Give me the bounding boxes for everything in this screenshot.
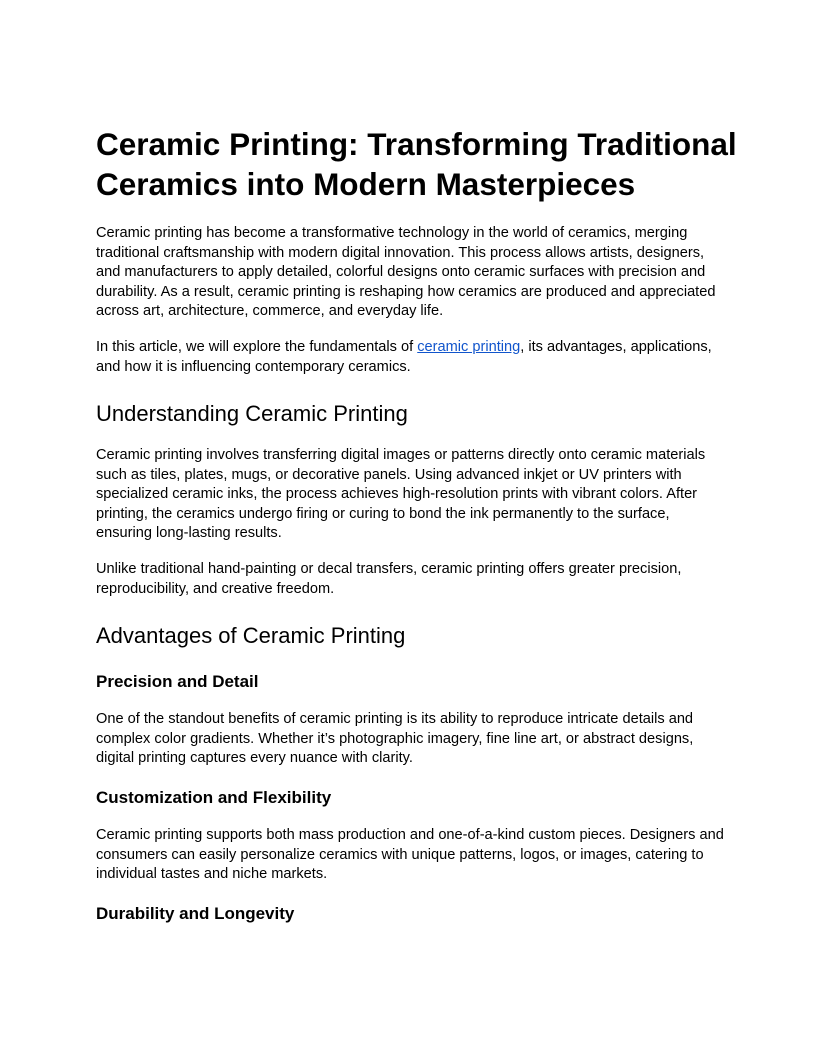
ceramic-printing-link[interactable]: ceramic printing [417,339,521,355]
section-heading-understanding: Understanding Ceramic Printing [96,401,408,426]
subheading-durability: Durability and Longevity [96,904,295,923]
customization-paragraph: Ceramic printing supports both mass production and one-of-a-kind custom pieces. Designers and consumers can easily personalize ceramics with unique patterns, logos, or images, catering to individual tastes and niche markets. [96,827,724,883]
title-line-1: Ceramic Printing: Transforming Traditional [96,126,737,162]
intro-paragraph-2-text-before: In this article, we will explore the fundamentals of [96,339,418,355]
understanding-paragraph-2: Unlike traditional hand-painting or decal transfers, ceramic printing offers greater precision, reproducibility, and creative freedom. [96,561,682,597]
document-title [96,124,736,204]
understanding-paragraph-1: Ceramic printing involves transferring digital images or patterns directly onto ceramic materials such as tiles, plates, mugs, or decorative panels. Using advanced inkjet or UV printers with specialized ceramic inks, the process achieves high-resolution prints with vibrant colors. After printing, the ceramics undergo firing or curing to bond the ink permanently to the surface, ensuring long-lasting results. [96,447,706,542]
intro-paragraph-2-text-after: , its advantages, applications, and how it is influencing contemporary ceramics. [96,339,712,375]
precision-paragraph: One of the standout benefits of ceramic printing is its ability to reproduce intricate details and complex color gradients. Whether it’s photographic imagery, fine line art, or abstract designs, digital printing captures every nuance with clarity. [96,711,694,767]
intro-paragraph-1: Ceramic printing has become a transformative technology in the world of ceramics, merging traditional craftsmanship with modern digital innovation. This process allows artists, designers, and manufacturers to apply detailed, colorful designs onto ceramic surfaces with precision and durability. As a result, ceramic printing is reshaping how ceramics are produced and appreciated across art, architecture, commerce, and everyday life. [96,225,716,320]
intro-paragraph-2 [96,338,726,377]
subheading-precision: Precision and Detail [96,672,259,691]
subheading-customization: Customization and Flexibility [96,788,332,807]
title-line-2: Ceramics into Modern Masterpieces [96,166,636,202]
section-heading-advantages: Advantages of Ceramic Printing [96,623,406,648]
